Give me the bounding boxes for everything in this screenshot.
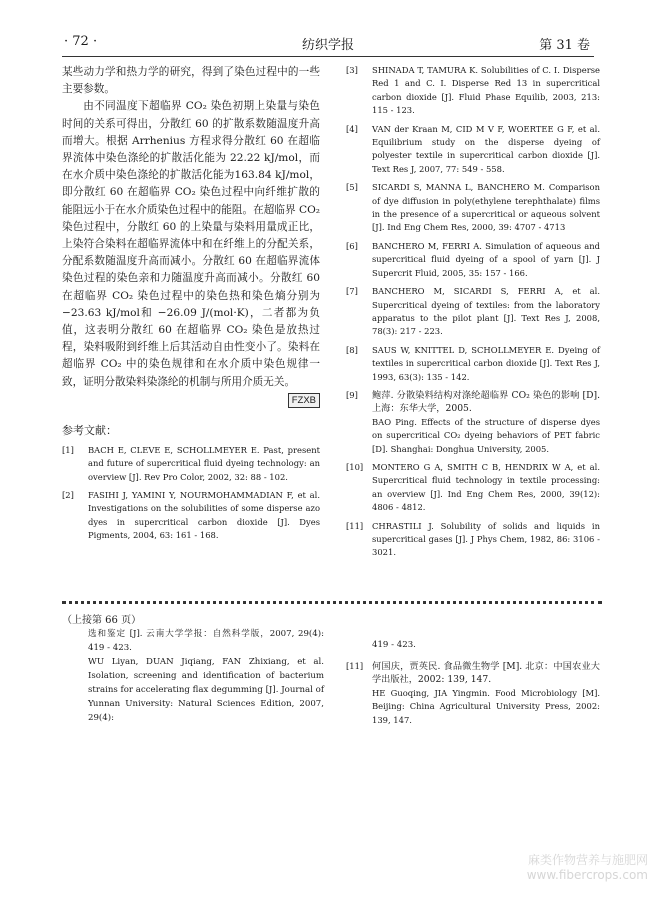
watermark-title: 麻类作物营养与施肥网 bbox=[527, 853, 648, 867]
page-number: · 72 · bbox=[64, 34, 98, 49]
reference-number: [6] bbox=[346, 240, 358, 251]
reference-text: BANCHERO M, FERRI A. Simulation of aqueous and supercritical fluid dyeing of a spool of yarn [J]. J Supercrit Fluid, 2005, 35: 157 - 166. bbox=[372, 240, 600, 278]
references-heading: 参考文献： bbox=[62, 423, 117, 437]
reference-item bbox=[346, 123, 600, 177]
reference-item bbox=[62, 444, 320, 484]
reference-text: HE Guoqing, JIA Yingmin. Food Microbiology [M]. Beijing: China Agricultural University Press, 2002: 139, 147. bbox=[372, 687, 600, 725]
reference-number: [9] bbox=[346, 389, 358, 400]
reference-number: [7] bbox=[346, 286, 358, 297]
reference-number: [10] bbox=[346, 461, 364, 472]
running-header bbox=[62, 30, 594, 57]
reference-number: [3] bbox=[346, 65, 358, 75]
watermark-url: www.fibercrops.com bbox=[526, 868, 648, 882]
reference-item bbox=[346, 461, 600, 515]
reference-text: FASIHI J, YAMINI Y, NOURMOHAMMADIAN F, et al. Investigations on the solubilities of some disperse azo dyes in supercritical carbon dioxide [J]. Dyes Pigments, 2004, 63: 161 - 168. bbox=[88, 490, 320, 541]
continued-reference-right bbox=[346, 638, 600, 732]
article-end-mark: FZXB bbox=[288, 393, 320, 408]
reference-item bbox=[62, 489, 320, 543]
reference-text: VAN der Kraan M, CID M V F, WOERTEE G F, et al. Equilibrium study on the disperse dyeing of polyester textile in supercritical carbon dioxide [J]. Text Res J, 2007, 77: 549 - 558. bbox=[372, 123, 600, 174]
reference-text-chinese: 何国庆，贾英民. 食品微生物学 [M]. 北京：中国农业大学出版社，2002: 139, 147. bbox=[372, 661, 600, 686]
continued-reference-left bbox=[62, 627, 324, 725]
reference-item bbox=[346, 285, 600, 339]
reference-item bbox=[346, 240, 600, 280]
body-paragraph: 由不同温度下超临界 CO₂ 染色初期上染量与染色时间的关系可得出，分散红 60 的扩散系数随温度升高而增大。根据 Arrhenius 方程求得分散红 60 在超临界流体中染色涤纶的扩散活化能为 22.22 kJ/mol，而在水介质中染色涤纶的扩散活化能为163.84 kJ/mol，即分散红 60 在超临界 CO₂ 染色过程中向纤维扩散的能阻远小于在水介质染色过程中的能阻。在超临界 CO₂ 染色过程中，分散红 60 的上染量与染料用量成正比，上染符合染料在超临界流体中和在纤维上的分配关系，分配系数随温度升高而减小。分散红 60 在超临界流体染色过程的染色亲和力随温度升高而减小。分散红 60 在超临界 CO₂ 染色过程中的染色热和染色熵分别为 −23.63 kJ/mol和 −26.09 J/(mol·K)，二者都为负值，这表明分散红 60 在超临界 CO₂ 染色是放热过程，染料吸附到纤维上后其活动自由性变小了。染料在超临界 CO₂ 中的染色规律和在水介质中染色规律一致，证明分散染料染涤纶的机制与所用介质无关。 bbox=[62, 100, 320, 388]
reference-number: [8] bbox=[346, 344, 358, 355]
reference-item bbox=[346, 181, 600, 235]
reference-item bbox=[346, 389, 600, 456]
reference-item bbox=[346, 64, 600, 118]
left-column bbox=[62, 64, 320, 548]
reference-text: BANCHERO M, SICARDI S, FERRI A, et al. Supercritical dyeing of textiles: from the laboratory apparatus to the pilot plant [J]. Text Res J, 2008, 78(3): 217 - 223. bbox=[372, 286, 600, 337]
reference-item bbox=[346, 660, 600, 727]
continued-reference-text: 419 - 423. bbox=[372, 640, 416, 650]
reference-text-chinese: 鲍萍. 分散染料结构对涤纶超临界 CO₂ 染色的影响 [D]. 上海：东华大学，2005. bbox=[372, 389, 600, 415]
reference-number: [5] bbox=[346, 182, 358, 193]
reference-text: SICARDI S, MANNA L, BANCHERO M. Comparison of dye diffusion in poly(ethylene terephthalate) films in the presence of a supercritical or aqueous solvent [J]. Ind Eng Chem Res, 2000, 39: 4707 - 4713 bbox=[372, 182, 600, 233]
continuation-label: （上接第 66 页） bbox=[62, 615, 142, 626]
continued-reference-text: 选和鉴定 [J]. 云南大学学报：自然科学版，2007, 29(4): 419 - 423. bbox=[88, 629, 324, 653]
reference-number: [11] bbox=[346, 520, 364, 531]
site-watermark bbox=[527, 853, 648, 883]
reference-number: [1] bbox=[62, 444, 74, 455]
reference-number: [11] bbox=[346, 661, 364, 671]
volume-label: 第 31 卷 bbox=[539, 38, 590, 53]
body-paragraph: 某些动力学和热力学的研究，得到了染色过程中的一些主要参数。 bbox=[62, 66, 320, 96]
reference-text: BACH E, CLEVE E, SCHOLLMEYER E. Past, present and future of supercritical fluid dyeing technology: an overview [J]. Rev Pro Color, 2002, 32: 88 - 102. bbox=[88, 444, 320, 482]
continued-reference-text: WU Liyan, DUAN Jiqiang, FAN Zhixiang, et al. Isolation, screening and identification of bacterium strains for accelerating flax degumming [J]. Journal of Yunnan University: Natural Sciences Edition, 2007, 29(4): bbox=[88, 657, 324, 723]
reference-item bbox=[346, 344, 600, 384]
reference-text: MONTERO G A, SMITH C B, HENDRIX W A, et al. Supercritical fluid technology in textile processing: an overview [J]. Ind Eng Chem Res, 2000, 39(12): 4806 - 4812. bbox=[372, 461, 600, 513]
right-column bbox=[346, 64, 600, 565]
reference-text: BAO Ping. Effects of the structure of disperse dyes on supercritical CO₂ dyeing behaviors of PET fabric [D]. Shanghai: Donghua University, 2005. bbox=[372, 416, 600, 454]
reference-number: [2] bbox=[62, 490, 74, 501]
reference-item bbox=[346, 520, 600, 560]
reference-text: SHINADA T, TAMURA K. Solubilities of C. I. Disperse Red 1 and C. I. Disperse Red 13 in supercritical carbon dioxide [J]. Fluid Phase Equilib, 2003, 213: 115 - 123. bbox=[372, 65, 600, 116]
journal-name: 纺织学报 bbox=[301, 38, 354, 53]
reference-number: [4] bbox=[346, 123, 358, 134]
section-divider bbox=[62, 601, 602, 604]
reference-text: CHRASTILI J. Solubility of solids and liquids in supercritical gases [J]. J Phys Chem, 1982, 86: 3106 - 3021. bbox=[372, 520, 600, 558]
reference-text: SAUS W, KNITTEL D, SCHOLLMEYER E. Dyeing of textiles in supercritical carbon dioxide [J]. Text Res J, 1993, 63(3): 135 - 142. bbox=[372, 344, 600, 382]
